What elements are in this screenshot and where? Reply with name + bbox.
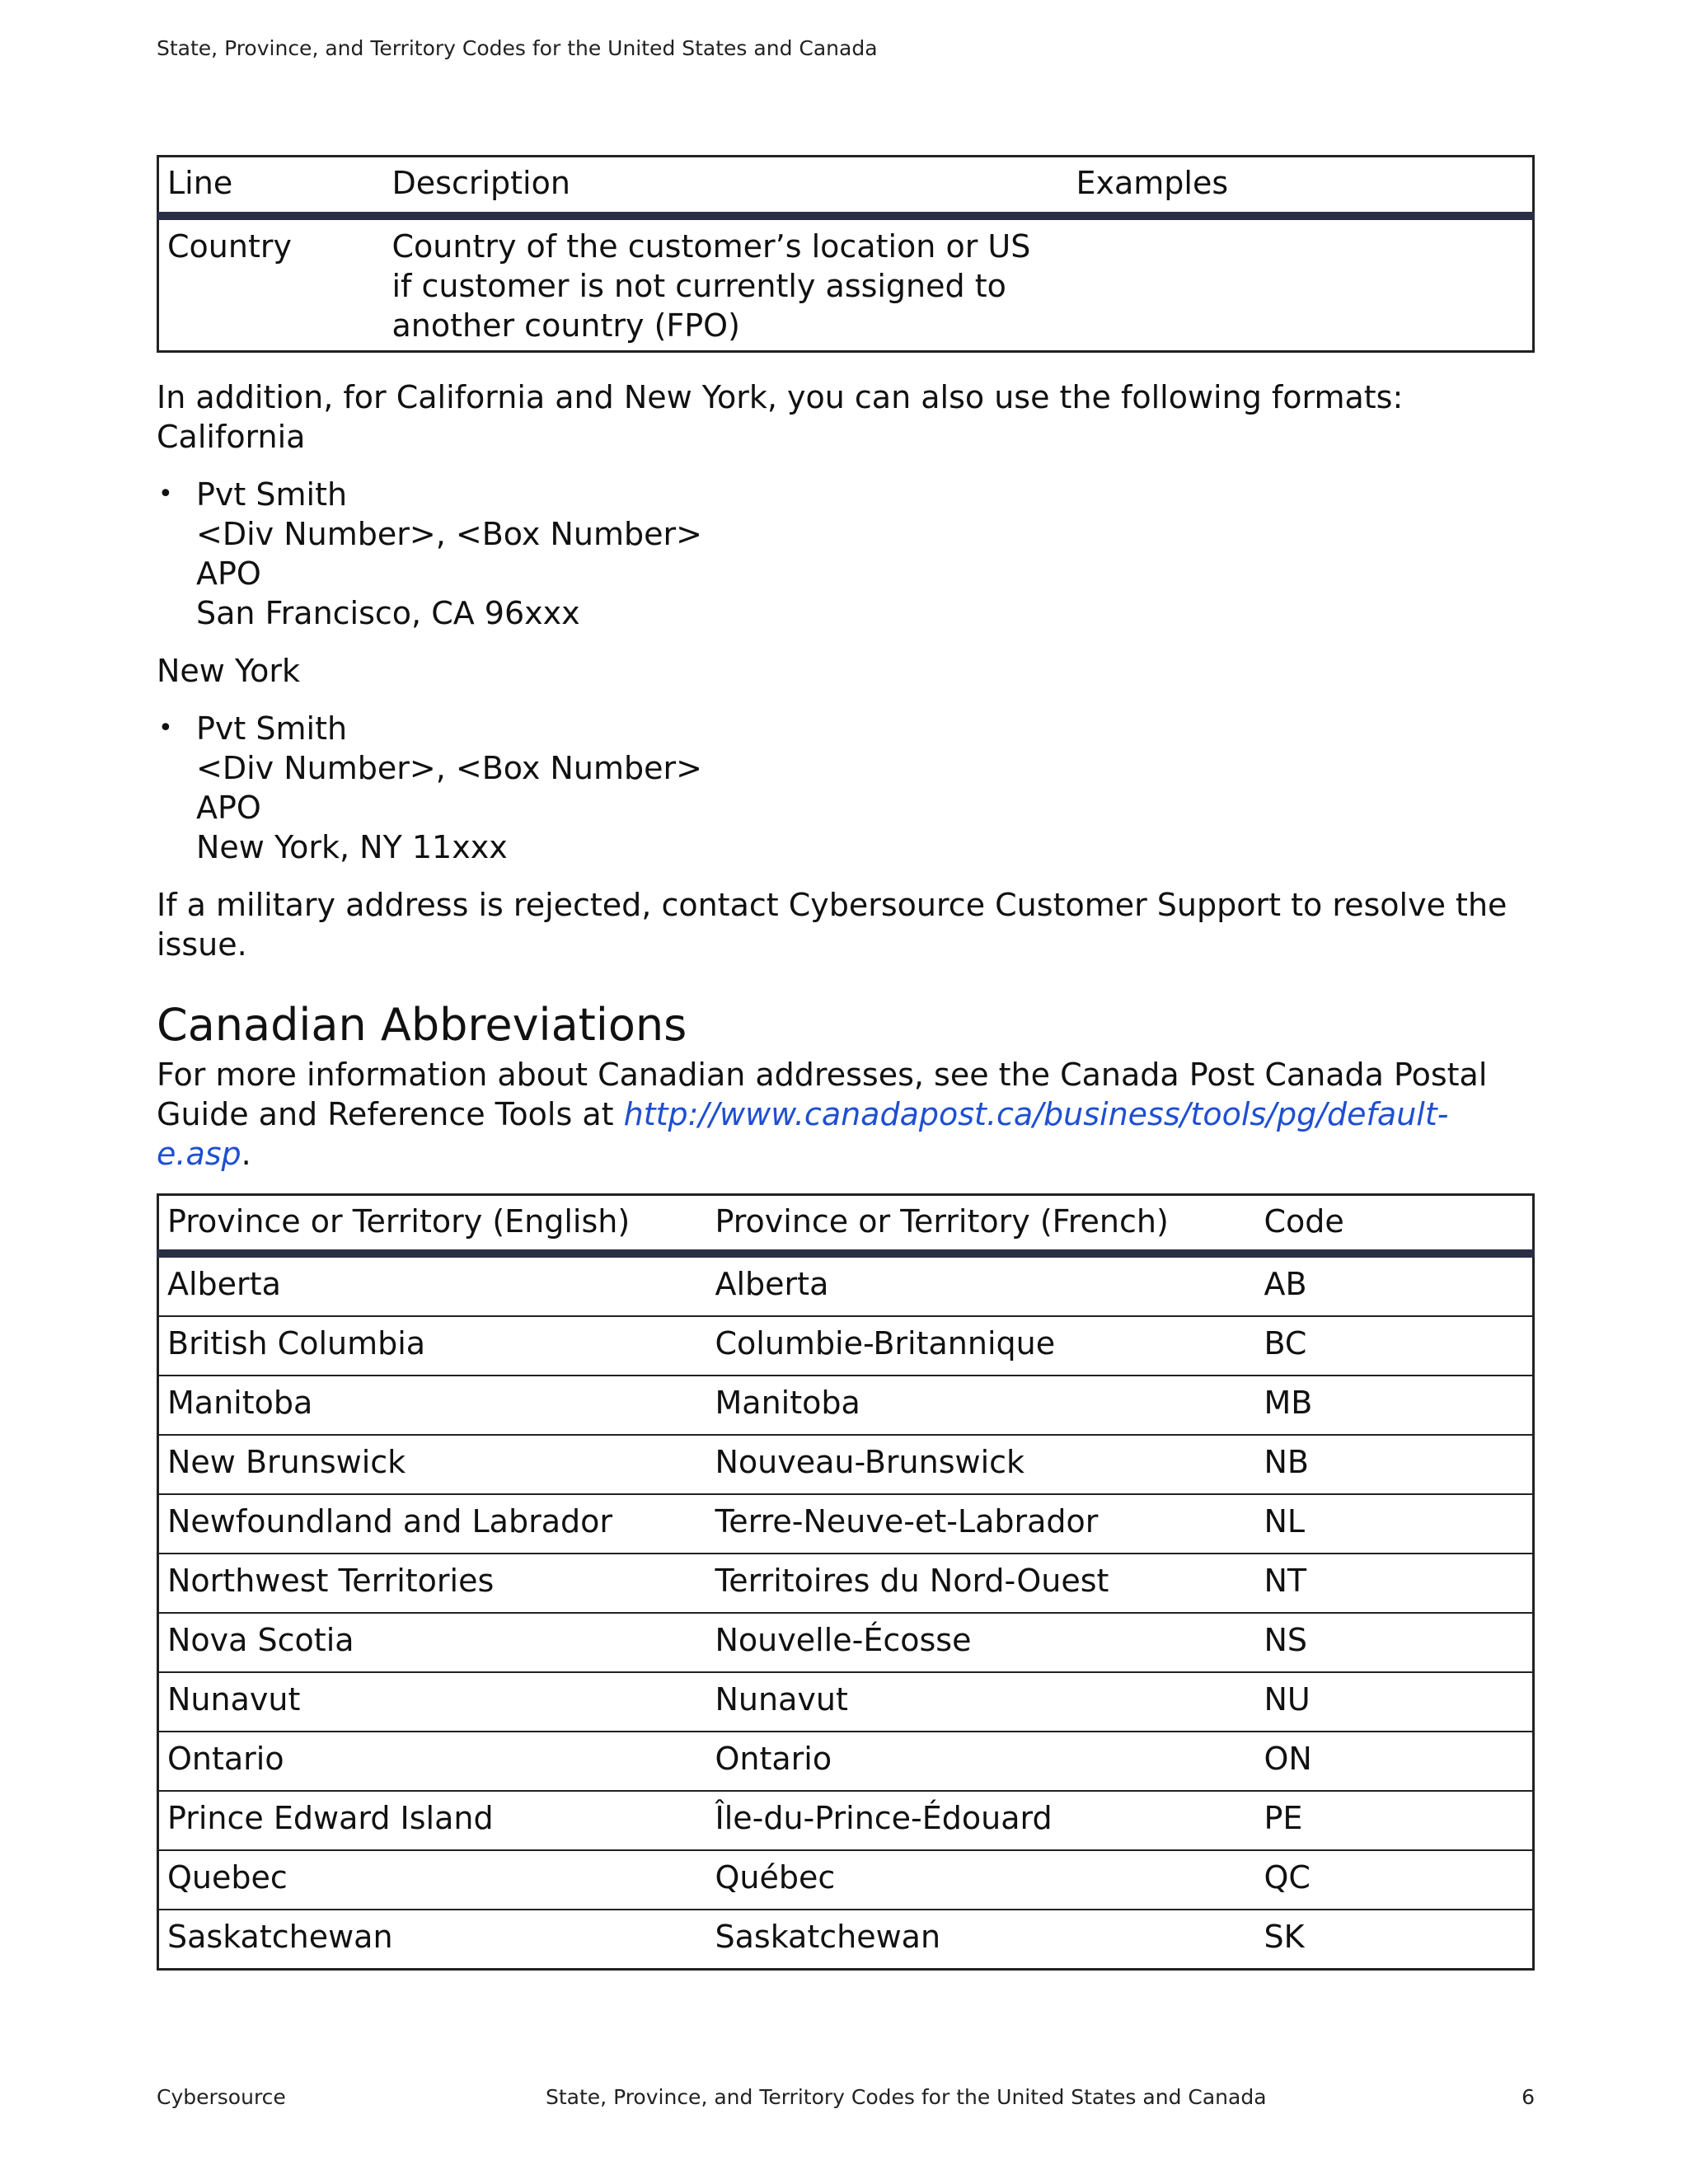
rejected-paragraph: If a military address is rejected, contact Cybersource Customer Support to resolve the issue. bbox=[157, 886, 1507, 963]
cell-english: Prince Edward Island bbox=[158, 1791, 707, 1850]
cell-french: Ontario bbox=[707, 1732, 1256, 1791]
cell-code: NU bbox=[1256, 1672, 1534, 1732]
cell-line: Country bbox=[167, 227, 292, 265]
section-heading-canadian: Canadian Abbreviations bbox=[157, 998, 687, 1051]
col-header-english: Province or Territory (English) bbox=[158, 1194, 707, 1254]
table-row bbox=[158, 216, 1534, 352]
cell-description bbox=[384, 216, 1068, 352]
california-label: California bbox=[157, 418, 306, 455]
cell-french: Manitoba bbox=[707, 1376, 1256, 1435]
footer-brand: Cybersource bbox=[157, 2085, 286, 2109]
cell-french: Alberta bbox=[715, 1266, 829, 1302]
table-row bbox=[158, 1850, 1534, 1910]
cell-english: Northwest Territories bbox=[158, 1554, 707, 1613]
cell-french: Nouvelle-Écosse bbox=[707, 1613, 1256, 1672]
canadian-provinces-table bbox=[157, 1193, 1535, 1971]
cell-english: Quebec bbox=[158, 1850, 707, 1910]
col-header-examples: Examples bbox=[1068, 157, 1534, 216]
table-row bbox=[158, 1376, 1534, 1435]
list-item bbox=[157, 709, 1535, 867]
cell-french: Terre-Neuve-et-Labrador bbox=[707, 1494, 1256, 1554]
cell-french: Territoires du Nord-Ouest bbox=[707, 1554, 1256, 1613]
page-header: State, Province, and Territory Codes for the United States and Canada bbox=[157, 36, 878, 60]
bullet-icon: • bbox=[158, 713, 173, 743]
info-text: For more information about Canadian addresses, see the Canada Post Canada Postal Guide and Reference Tools at bbox=[157, 1056, 1488, 1132]
cell-code: QC bbox=[1256, 1850, 1534, 1910]
table-row bbox=[158, 1316, 1534, 1376]
document-body bbox=[157, 155, 1535, 1971]
cell-code: MB bbox=[1256, 1376, 1534, 1435]
description-line: if customer is not currently assigned to bbox=[392, 267, 1006, 304]
intro-paragraph: In addition, for California and New York, you can also use the following formats: bbox=[157, 378, 1404, 415]
cell-english: Manitoba bbox=[158, 1376, 707, 1435]
address-line: <Div Number>, <Box Number> bbox=[196, 749, 702, 786]
table-row bbox=[158, 1910, 1534, 1970]
line-description-table bbox=[157, 155, 1535, 353]
cell-french: Saskatchewan bbox=[707, 1910, 1256, 1970]
footer-title: State, Province, and Territory Codes for the United States and Canada bbox=[546, 2085, 1267, 2109]
address-line: APO bbox=[196, 789, 261, 826]
col-header-french: Province or Territory (French) bbox=[707, 1194, 1256, 1254]
description-line: Country of the customer’s location or US bbox=[392, 227, 1031, 265]
cell-code: NS bbox=[1256, 1613, 1534, 1672]
table-header-row bbox=[158, 1194, 1534, 1254]
table-row bbox=[158, 1435, 1534, 1494]
cell-english: British Columbia bbox=[158, 1316, 707, 1376]
cell-english: Nova Scotia bbox=[158, 1613, 707, 1672]
cell-english: Saskatchewan bbox=[158, 1910, 707, 1970]
table-row bbox=[158, 1732, 1534, 1791]
cell-english: Ontario bbox=[158, 1732, 707, 1791]
cell-french: Nunavut bbox=[707, 1672, 1256, 1732]
cell-french: Nouveau-Brunswick bbox=[707, 1435, 1256, 1494]
cell-code: AB bbox=[1264, 1266, 1307, 1302]
cell-code: PE bbox=[1256, 1791, 1534, 1850]
cell-english: Newfoundland and Labrador bbox=[158, 1494, 707, 1554]
address-line: APO bbox=[196, 555, 261, 592]
cell-english: New Brunswick bbox=[158, 1435, 707, 1494]
table-row bbox=[158, 1494, 1534, 1554]
table-row bbox=[158, 1554, 1534, 1613]
new-york-label: New York bbox=[157, 652, 301, 689]
table-row bbox=[158, 1791, 1534, 1850]
cell-french: Columbie-Britannique bbox=[707, 1316, 1256, 1376]
table-row bbox=[158, 1672, 1534, 1732]
new-york-address-list bbox=[157, 709, 1535, 867]
address-line: San Francisco, CA 96xxx bbox=[196, 594, 580, 631]
table-row bbox=[158, 1254, 1534, 1316]
cell-french: Québec bbox=[707, 1850, 1256, 1910]
address-line: New York, NY 11xxx bbox=[196, 828, 508, 865]
table-row bbox=[158, 1613, 1534, 1672]
cell-english: Nunavut bbox=[158, 1672, 707, 1732]
cell-code: ON bbox=[1256, 1732, 1534, 1791]
bullet-icon: • bbox=[158, 479, 173, 509]
canada-info-paragraph bbox=[157, 1055, 1535, 1174]
col-header-code: Code bbox=[1256, 1194, 1534, 1254]
cell-code: NT bbox=[1256, 1554, 1534, 1613]
address-line: Pvt Smith bbox=[196, 476, 348, 513]
info-suffix: . bbox=[241, 1135, 251, 1172]
table-header-row bbox=[158, 157, 1534, 216]
address-line: Pvt Smith bbox=[196, 710, 348, 747]
page-number: 6 bbox=[1522, 2085, 1535, 2109]
col-header-line: Line bbox=[158, 157, 384, 216]
list-item bbox=[157, 475, 1535, 633]
description-line: another country (FPO) bbox=[392, 307, 740, 344]
canada-post-link[interactable]: http://www.canadapost.ca/business/tools/pg/default-e.asp bbox=[157, 1095, 1449, 1172]
col-header-description: Description bbox=[384, 157, 1068, 216]
cell-code: BC bbox=[1256, 1316, 1534, 1376]
california-address-list bbox=[157, 475, 1535, 633]
cell-code: NL bbox=[1256, 1494, 1534, 1554]
cell-code: SK bbox=[1256, 1910, 1534, 1970]
cell-examples bbox=[1068, 216, 1534, 352]
cell-french: Île-du-Prince-Édouard bbox=[707, 1791, 1256, 1850]
cell-code: NB bbox=[1256, 1435, 1534, 1494]
cell-english: Alberta bbox=[167, 1266, 281, 1302]
address-line: <Div Number>, <Box Number> bbox=[196, 515, 702, 552]
